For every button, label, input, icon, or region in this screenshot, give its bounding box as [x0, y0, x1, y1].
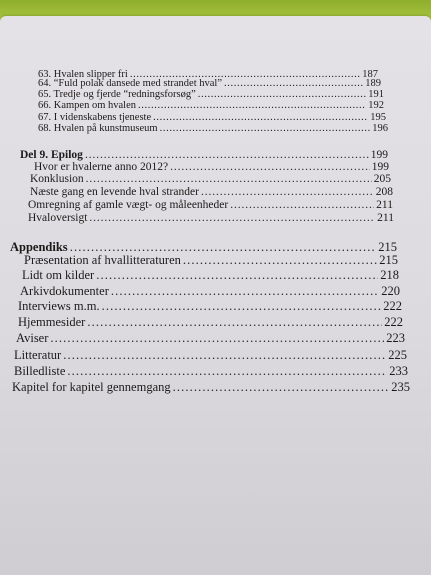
- leader-dots: [67, 364, 387, 379]
- leader-dots: [153, 112, 368, 123]
- leader-dots: [87, 315, 382, 330]
- toc-entry: [38, 112, 386, 123]
- toc-entry: [38, 100, 384, 111]
- toc-entry-title: 65. Tredje og fjerde “redningsforsøg”: [38, 89, 196, 100]
- leader-dots: [230, 199, 374, 211]
- leader-dots: [86, 173, 372, 185]
- leader-dots: [89, 212, 375, 224]
- toc-entry-title: 64. “Fuld polak dansede med strandet hval”: [38, 78, 222, 89]
- toc-entry-title: 63. Hvalen slipper fri: [38, 69, 128, 80]
- toc-entry-page: 195: [370, 112, 386, 123]
- toc-entry: [18, 299, 402, 314]
- leader-dots: [224, 78, 363, 89]
- toc-entry-title: Billedliste: [14, 364, 66, 378]
- toc-entry: [30, 173, 391, 185]
- toc-entry-title: Lidt om kilder: [22, 268, 95, 282]
- toc-entry-page: 225: [388, 348, 407, 362]
- leader-dots: [102, 299, 382, 314]
- toc-entry: [30, 186, 393, 198]
- toc-entry-page: 192: [368, 100, 384, 111]
- toc-entry-page: 196: [372, 123, 388, 134]
- toc-entry: [28, 212, 394, 224]
- toc-entry-page: 235: [391, 380, 410, 394]
- book-page: [0, 16, 431, 575]
- toc-entry-page: 191: [368, 89, 384, 100]
- toc-entry: [18, 315, 403, 330]
- leader-dots: [198, 89, 366, 100]
- toc-entry-page: 187: [362, 69, 378, 80]
- toc-entry-title: Hjemmesider: [18, 315, 86, 329]
- toc-entry: [20, 284, 400, 299]
- leader-dots: [96, 268, 378, 283]
- toc-entry-title: Interviews m.m.: [18, 299, 100, 313]
- toc-entry-page: 208: [375, 186, 393, 198]
- section-heading-title: Del 9. Epilog: [20, 149, 83, 161]
- toc-entry: [14, 364, 408, 379]
- toc-entry: [16, 331, 405, 346]
- toc-entry-page: 233: [389, 364, 408, 378]
- leader-dots: [170, 161, 370, 173]
- toc-entry-title: Litteratur: [14, 348, 62, 362]
- toc-entry-title: Præsentation af hvallitteraturen: [24, 253, 181, 267]
- leader-dots: [63, 348, 386, 363]
- toc-entry-page: 189: [365, 78, 381, 89]
- toc-entry-title: Arkivdokumenter: [20, 284, 109, 298]
- section-heading-page: 215: [378, 240, 397, 254]
- leader-dots: [85, 149, 369, 161]
- toc-entry-title: Aviser: [16, 331, 49, 345]
- toc-entry: [28, 199, 393, 211]
- leader-dots: [173, 380, 390, 395]
- toc-entry-page: 205: [373, 173, 391, 185]
- toc-entry-page: 199: [371, 161, 389, 173]
- toc-entry-title: 67. I videnskabens tjeneste: [38, 112, 152, 123]
- leader-dots: [183, 253, 377, 268]
- toc-entry-page: 215: [379, 253, 398, 267]
- toc-entry-title: Næste gang en levende hval strander: [30, 186, 199, 198]
- toc-entry-page: 211: [376, 199, 393, 211]
- toc-entry: [38, 89, 384, 100]
- toc-entry: [38, 78, 381, 89]
- toc-entry: [38, 123, 388, 134]
- toc-entry-title: Hvaloversigt: [28, 212, 88, 224]
- toc-entry: [34, 161, 389, 173]
- section-heading-page: 199: [370, 149, 388, 161]
- toc-section-heading: [20, 149, 388, 161]
- toc-entry-page: 222: [383, 299, 402, 313]
- leader-dots: [138, 100, 366, 111]
- leader-dots: [50, 331, 384, 346]
- toc-entry-title: Omregning af gamle vægt- og måleenheder: [28, 199, 229, 211]
- toc-entry-page: 220: [381, 284, 400, 298]
- toc-entry: [22, 268, 399, 283]
- toc-entry-title: Kapitel for kapitel gennemgang: [12, 380, 171, 394]
- toc-entry-title: 66. Kampen om hvalen: [38, 100, 136, 111]
- toc-entry-title: 68. Hvalen på kunstmuseum: [38, 123, 158, 134]
- toc-entry: [12, 380, 410, 395]
- leader-dots: [201, 186, 374, 198]
- leader-dots: [160, 123, 371, 134]
- toc-entry-title: Hvor er hvalerne anno 2012?: [34, 161, 169, 173]
- toc-entry-page: 222: [384, 315, 403, 329]
- toc-entry: [14, 348, 407, 363]
- toc-entry: [24, 253, 398, 268]
- leader-dots: [111, 284, 379, 299]
- section-heading-title: Appendiks: [10, 240, 68, 254]
- toc-entry-title: Konklusion: [30, 173, 84, 185]
- toc-entry-page: 218: [380, 268, 399, 282]
- toc-entry-page: 223: [386, 331, 405, 345]
- toc-entry-page: 211: [377, 212, 394, 224]
